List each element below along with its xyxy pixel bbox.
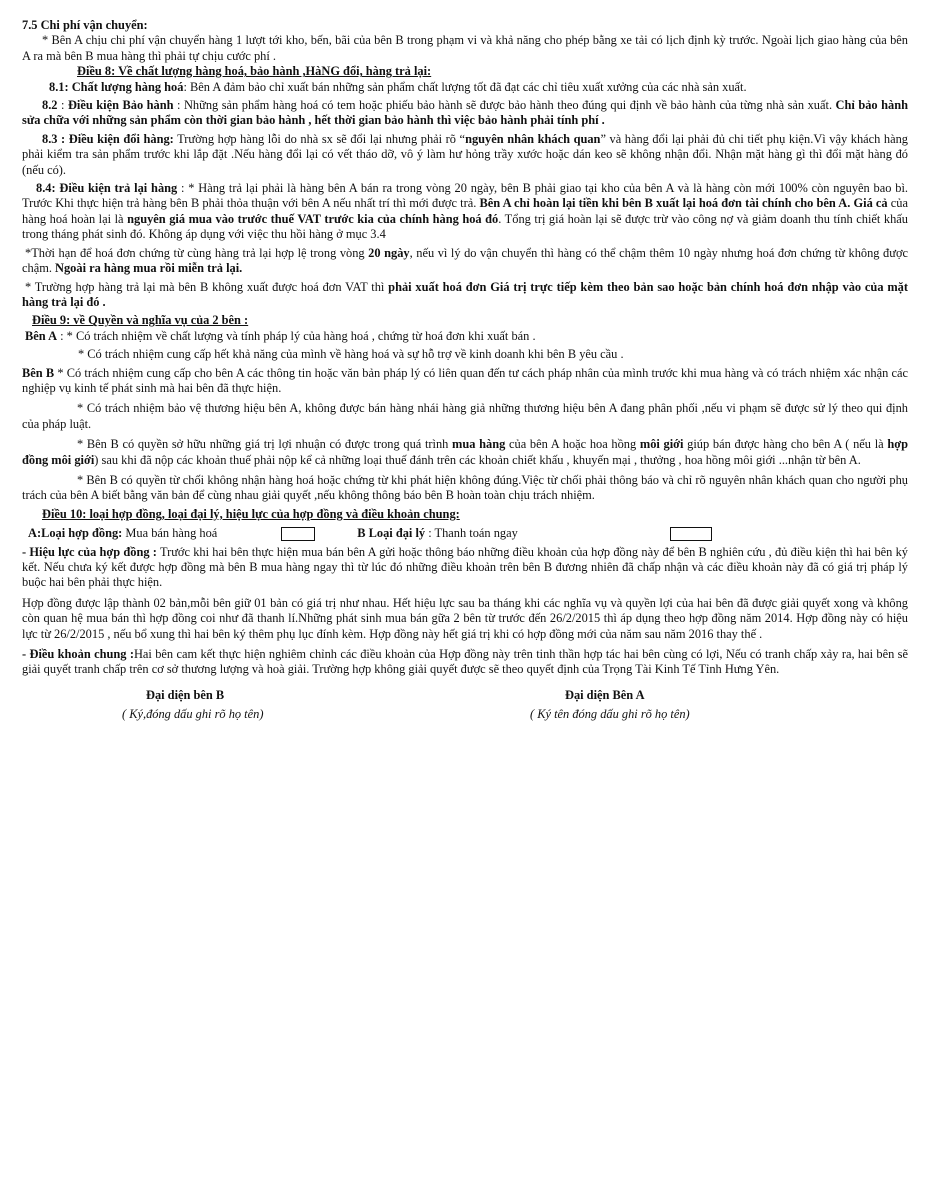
agent-type-checkbox[interactable]: [670, 527, 712, 541]
general-terms-paragraph: - Điều khoản chung :Hai bên cam kết thực hiện nghiêm chỉnh các điều khoản của Hợp đồng này trên tinh thần hợp tác hai bên cùng có lợi, Nếu có tranh chấp xảy ra, hai bên sẽ giải quyết tranh chấp trên cơ sở thương lượng và hoà giải. Trường hợp không giải quyết được sẽ theo quyết định của Trọng Tài Kinh Tế Tỉnh Hưng Yên.: [22, 647, 908, 677]
party-b-duty-2: * Có trách nhiệm bảo vệ thương hiệu bên A, không được bán hàng nhái hàng giả những thương hiệu bên A đang phân phối ,nếu vi phạm sẽ được sử lý theo qui định của pháp luật.: [22, 401, 908, 431]
contract-type-checkbox[interactable]: [281, 527, 315, 541]
contract-type: A:Loại hợp đồng: Mua bán hàng hoá: [28, 526, 218, 541]
party-b-duty-1: Bên B * Có trách nhiệm cung cấp cho bên A các thông tin hoặc văn bản pháp lý có liên quan đến tư cách pháp nhân của mình trước khi mua hàng và có trách nhiệm xác nhận các nghiệp vụ kinh tế phát sinh mà hai bên đã thực hiện.: [22, 365, 908, 395]
article-10-title: Điều 10: loại hợp đồng, loại đại lý, hiệu lực của hợp đồng và điều khoản chung:: [42, 506, 460, 521]
contract-type-row: [22, 526, 908, 541]
clause-8-4: 8.4: Điều kiện trả lại hàng : * Hàng trả lại phải là hàng bên A bán ra trong vòng 20 ngày, bên B phải giao tại kho của bên A và là hàng còn mới 100% còn nguyên bao bì. Trước Khi thực hiện trả hàng bên B phải thỏa thuận với bên A nếu nhất trí thì mới được trả. Bên A chỉ hoàn lại tiền khi bên B xuất lại hoá đơn tài chính cho bên A. Giá cả của hàng hoá hoàn lại là nguyên giá mua vào trước thuế VAT trước kia của chính hàng hoá đó. Tổng trị giá hoàn lại sẽ được trừ vào công nợ và giảm doanh thu tính chiết khấu trong tháng phát sinh đó. Không áp dụng với việc thu hồi hàng ở mục 3.4: [22, 181, 908, 242]
article-9-title: Điều 9: về Quyền và nghĩa vụ của 2 bên :: [32, 313, 249, 328]
agent-type: B Loại đại lý : Thanh toán ngay: [357, 526, 518, 541]
party-a-signature: [472, 688, 872, 728]
party-b-signature-title: Đại diện bên B: [146, 687, 225, 702]
party-a-signature-title: Đại diện Bên A: [565, 687, 645, 702]
party-a-duty-1: Bên A : * Có trách nhiệm về chất lượng và tính pháp lý của hàng hoá , chứng từ hoá đơn khi xuất bán .: [25, 328, 536, 343]
section-7-5-title: 7.5 Chi phí vận chuyển:: [22, 18, 148, 32]
validity-paragraph: - Hiệu lực của hợp đồng : Trước khi hai bên thực hiện mua bán bên A gửi hoặc thông báo những điều khoản của hợp đồng này để bên B nghiên cứu , đủ điều kiện thì hai bên ký kết. Nếu chưa ký kết được hợp đồng mà bên B mua hàng ngay thì từ lúc đó những điều khoản trên bên B đương nhiên đã chấp nhận và các điều khoản này đã có giá trị pháp lý buộc hai bên phải thực hiện.: [22, 544, 908, 590]
contract-page: [22, 18, 908, 728]
clause-8-time-limit: *Thời hạn để hoá đơn chứng từ cùng hàng trả lại hợp lệ trong vòng 20 ngày, nếu vì lý do vận chuyển thì hàng có thể chậm thêm 10 ngày nhưng hoá đơn chứng từ không được chậm. Ngoài ra hàng mua rồi miễn trả lại.: [22, 245, 908, 276]
clause-8-no-vat: * Trường hợp hàng trả lại mà bên B không xuất được hoá đơn VAT thì phải xuất hoá đơn Giá trị trực tiếp kèm theo bản sao hoặc bản chính hoá đơn nhập vào của mặt hàng trả lại đó .: [22, 279, 908, 309]
party-b-duty-3: * Bên B có quyền sở hữu những giá trị lợi nhuận có được trong quá trình mua hàng của bên A hoặc hoa hồng môi giới giúp bán được hàng cho bên A ( nếu là hợp đồng môi giới) sau khi đã nộp các khoản thuế phải nộp kể cả những loại thuế đánh trên các khoản chiết khấu , khuyến mại , thưởng , hoa hồng môi giới ...nhận từ bên A.: [22, 437, 908, 467]
party-a-duty-2: * Có trách nhiệm cung cấp hết khả năng của mình về hàng hoá và sự hỗ trợ về kinh doanh khi bên B yêu cầu .: [78, 347, 624, 362]
party-b-signature: [22, 688, 472, 728]
clause-8-1: 8.1: Chất lượng hàng hoá: Bên A đảm bảo chỉ xuất bán những sản phẩm chất lượng tốt đã đạt các chỉ tiêu xuất xưởng của các nhà sản xuất.: [49, 79, 747, 94]
clause-8-3: 8.3 : Điều kiện đổi hàng: Trường hợp hàng lỗi do nhà sx sẽ đổi lại nhưng phải rõ “nguyên nhân khách quan” và hàng đổi lại phải đủ chi tiết phụ kiện.Vì vậy khách hàng phải kiểm tra sản phẩm trước khi lắp đặt .Nếu hàng đổi lại có vết tháo dỡ, vô ý làm hư hỏng trầy xước hoặc dán keo sẽ không nhận đổi. Nhận mặt hàng gì thì đổi mặt hàng đó (nếu có).: [22, 131, 908, 177]
signature-block: [22, 688, 908, 728]
party-b-duty-4: * Bên B có quyền từ chối không nhận hàng hoá hoặc chứng từ khi phát hiện không đúng.Việc từ chối phải thông báo và chỉ rõ nguyên nhân khách quan cho người phụ trách của bên A biết bằng văn bản để cùng nhau giải quyết ,nếu không thông báo bên B hoàn toàn chịu trách nhiệm.: [22, 472, 908, 503]
section-7-5-text: * Bên A chịu chi phí vận chuyển hàng 1 lượt tới kho, bến, bãi của bên B trong phạm vi và khả năng cho phép bằng xe tải có lịch định kỳ trước. Ngoài lịch giao hàng của bên A ra mà bên B mua hàng thì phải tự chịu cước phí .: [22, 33, 908, 63]
party-b-signature-note: ( Ký,đóng dấu ghi rõ họ tên): [122, 707, 264, 722]
clause-8-2: 8.2 : Điều kiện Bảo hành : Những sản phẩm hàng hoá có tem hoặc phiếu bảo hành sẽ được bảo hành theo đúng qui định về bảo hành của từng nhà sản xuất. Chỉ bảo hành sửa chữa với những sản phẩm còn thời gian bảo hành , hết thời gian bảo hành thì việc bảo hành phải tính phí .: [22, 98, 908, 128]
party-a-signature-note: ( Ký tên đóng dấu ghi rõ họ tên): [530, 707, 690, 722]
copies-paragraph: Hợp đồng được lập thành 02 bản,mỗi bên giữ 01 bản có giá trị như nhau. Hết hiệu lực sau ba tháng khi các nghĩa vụ và quyền lợi của hai bên đã được giải quyết xong và không còn quan hệ mua bán thì hợp đồng coi như đã thanh lí.Những phát sinh mua bán gữa 2 bên từ trước đến 26/2/2015 thì áp dụng theo hợp đồng năm 2014. Hợp đồng này có hiệu lực từ 26/2/2015 , nếu bổ xung thì hai bên ký thêm phụ lục đính kèm. Hợp đồng này hết giá trị khi có hợp đồng mới của năm sau năm 2016 thay thế .: [22, 595, 908, 641]
article-8-title: Điều 8: Về chất lượng hàng hoá, bảo hành ,HàNG đổi, hàng trả lại:: [77, 64, 432, 79]
